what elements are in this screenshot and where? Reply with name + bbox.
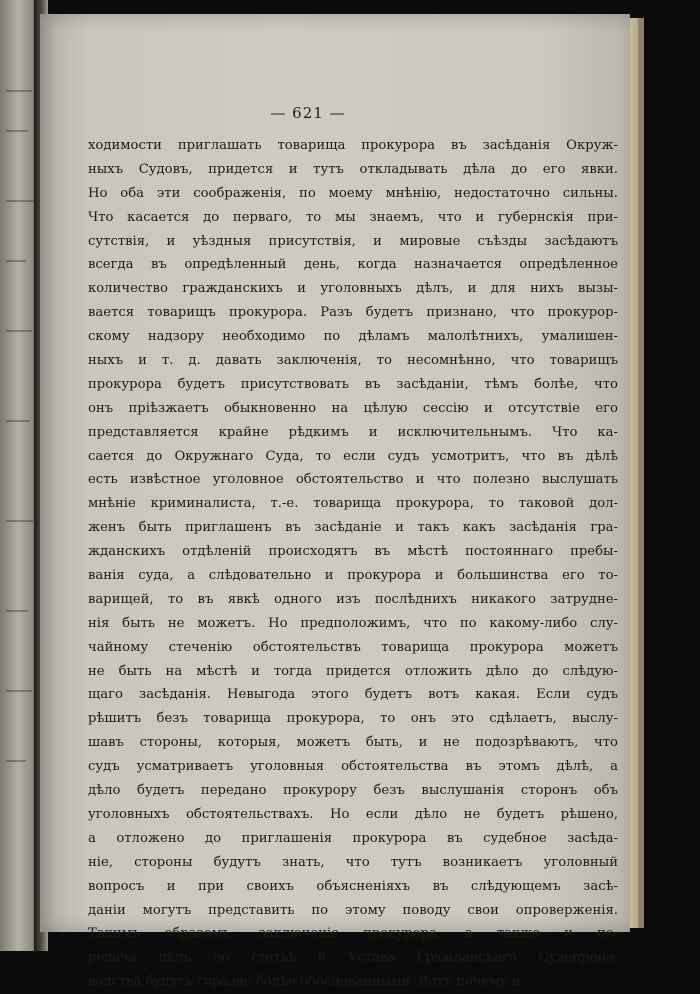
text-line: даніи могутъ представить по этому поводу свои опроверженія. (88, 902, 618, 918)
facing-page-text-line (6, 760, 26, 762)
text-line: скому надзору необходимо по дѣламъ малолѣтнихъ, умалишен- (88, 329, 618, 345)
text-line: Что касается до перваго, то мы знаемъ, что и губернскія при- (88, 209, 618, 225)
text-line: прокурора будетъ присутствовать въ засѣданіи, тѣмъ болѣе, что (88, 376, 618, 392)
text-line: ванія суда, а слѣдовательно и прокурора и большинства его то- (88, 568, 618, 584)
text-line: щаго засѣданія. Невыгода этого будетъ вотъ какая. Если судъ (88, 687, 618, 703)
text-line: водства будутъ гораздо болѣе обоснованными. Вотъ почему и (88, 974, 521, 990)
text-line: шавъ стороны, которыя, можетъ быть, и не подозрѣваютъ, что (88, 735, 618, 751)
text-line: жданскихъ отдѣленій происходятъ въ мѣстѣ постояннаго пребы- (88, 544, 618, 560)
text-line: всегда въ опредѣленный день, когда назначается опредѣленное (88, 257, 618, 273)
text-line: не быть на мѣстѣ и тогда придется отложить дѣло до слѣдую- (88, 663, 618, 679)
text-line: женъ быть приглашенъ въ засѣданіе и такъ какъ засѣданія гра- (88, 520, 618, 536)
facing-page-text-line (6, 330, 32, 332)
text-line: ныхъ и т. д. давать заключенія, то несомнѣнно, что товарищъ (88, 353, 618, 369)
text-line: чайному стеченію обстоятельствъ товарища прокурора можетъ (88, 639, 618, 655)
text-line: сается до Окружнаго Суда, то если судъ усмотритъ, что въ дѣлѣ (88, 448, 618, 464)
text-line: а отложено до приглашенія прокурора въ судебное засѣда- (88, 830, 618, 846)
text-line: мнѣніе криминалиста, т.-е. товарища прокурора, то таковой дол- (88, 496, 618, 512)
text-line: судъ усматриваетъ уголовныя обстоятельства въ этомъ дѣлѣ, а (88, 759, 618, 775)
text-line: редача дѣлъ по статьѣ 8 Устава Гражданскаго Судопроиз- (88, 950, 618, 966)
page-number: — 621 — (270, 104, 346, 122)
text-line: Но оба эти соображенія, по моему мнѣнію, недостаточно сильны. (88, 185, 618, 201)
text-line: варищей, то въ явкѣ одного изъ послѣднихъ никакого затрудне- (88, 591, 618, 607)
text-line: уголовныхъ обстоятельствахъ. Но если дѣло не будетъ рѣшено, (88, 806, 618, 822)
facing-page-text-line (6, 690, 32, 692)
text-line: представляется крайне рѣдкимъ и исключительнымъ. Что ка- (88, 424, 618, 440)
text-line: Такимъ образомъ, заключеніе прокурора, а также и пе- (88, 926, 618, 942)
text-line: вопросъ и при своихъ объясненіяхъ въ слѣдующемъ засѣ- (88, 878, 618, 894)
facing-page-text-line (6, 610, 28, 612)
text-line: сутствія, и уѣздныя присутствія, и мировые съѣзды засѣдаютъ (88, 233, 618, 249)
text-line: нія быть не можетъ. Но предположимъ, что по какому-либо слу- (88, 615, 618, 631)
facing-page-text-line (6, 90, 32, 92)
page-body-text (88, 134, 618, 994)
text-line: дѣло будетъ передано прокурору безъ выслушанія сторонъ объ (88, 783, 618, 799)
text-line: рѣшитъ безъ товарища прокурора, то онъ это сдѣлаетъ, выслу- (88, 711, 618, 727)
book-page (40, 14, 630, 990)
facing-page-text-line (6, 130, 28, 132)
page-stack-edge (638, 18, 644, 928)
text-line: вается товарищъ прокурора. Разъ будетъ признано, что прокурор- (88, 305, 618, 321)
text-line: ходимости приглашать товарища прокурора въ засѣданія Окруж- (88, 138, 618, 153)
text-line: ныхъ Судовъ, придется и тутъ откладывать дѣла до его явки. (88, 161, 618, 177)
facing-page-text-line (6, 200, 34, 202)
text-line: онъ пріѣзжаетъ обыкновенно на цѣлую сессію и отсутствіе его (88, 400, 618, 416)
facing-page-text-line (6, 260, 26, 262)
facing-page-text-line (6, 520, 33, 522)
text-line: ніе, стороны будутъ знать, что тутъ возникаетъ уголовный (88, 854, 618, 870)
facing-page-text-line (6, 420, 30, 422)
text-line: есть извѣстное уголовное обстоятельство и что полезно выслушать (88, 472, 618, 488)
text-line: количество гражданскихъ и уголовныхъ дѣлъ, и для нихъ вызы- (88, 281, 618, 297)
